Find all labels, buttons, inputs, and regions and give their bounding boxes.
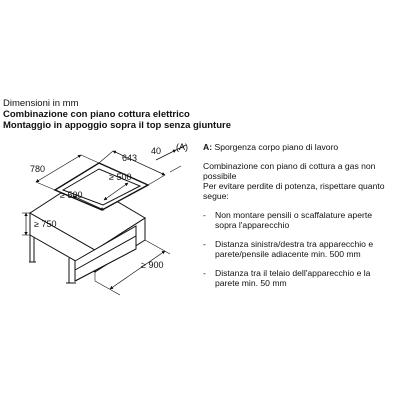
dim-height-label: ≥ 750 [34,219,57,229]
title: Combinazione con piano cottura elettrico [3,109,190,120]
dim-cabinet-label: ≥ 900 [141,260,164,270]
units-label: Dimensioni in mm [3,98,79,109]
dim-depth-label: 780 [30,164,46,174]
dim-inner-depth-label: ≥ 500 [109,172,132,182]
list-item: - Distanza sinistra/destra tra apparecchio e parete/pensile adiacente min. 500 mm [203,239,395,259]
notes-panel [203,142,395,297]
subtitle: Montaggio in appoggio sopra il top senza giunture [3,120,231,131]
note-list [203,210,395,288]
note-a [203,142,395,152]
dim-gap-label: 40 [151,146,162,156]
note-a-text: Sporgenza corpo piano di lavoro [214,142,339,152]
note-a-label: A: [203,142,213,152]
list-item: - Distanza tra il telaio dell'apparecchio e la parete min. 50 mm [203,268,395,288]
note-intro: Combinazione con piano di cottura a gas non possibile Per evitare perdite di potenza, rispettare quanto segue: [203,161,385,201]
list-item: - Non montare pensili o scaffalature aperte sopra l'apparecchio [203,210,395,230]
marker-a: (A) [176,142,188,152]
dim-inner-width-label: ≥ 500 [60,190,83,200]
dim-width-label: 643 [122,153,138,163]
